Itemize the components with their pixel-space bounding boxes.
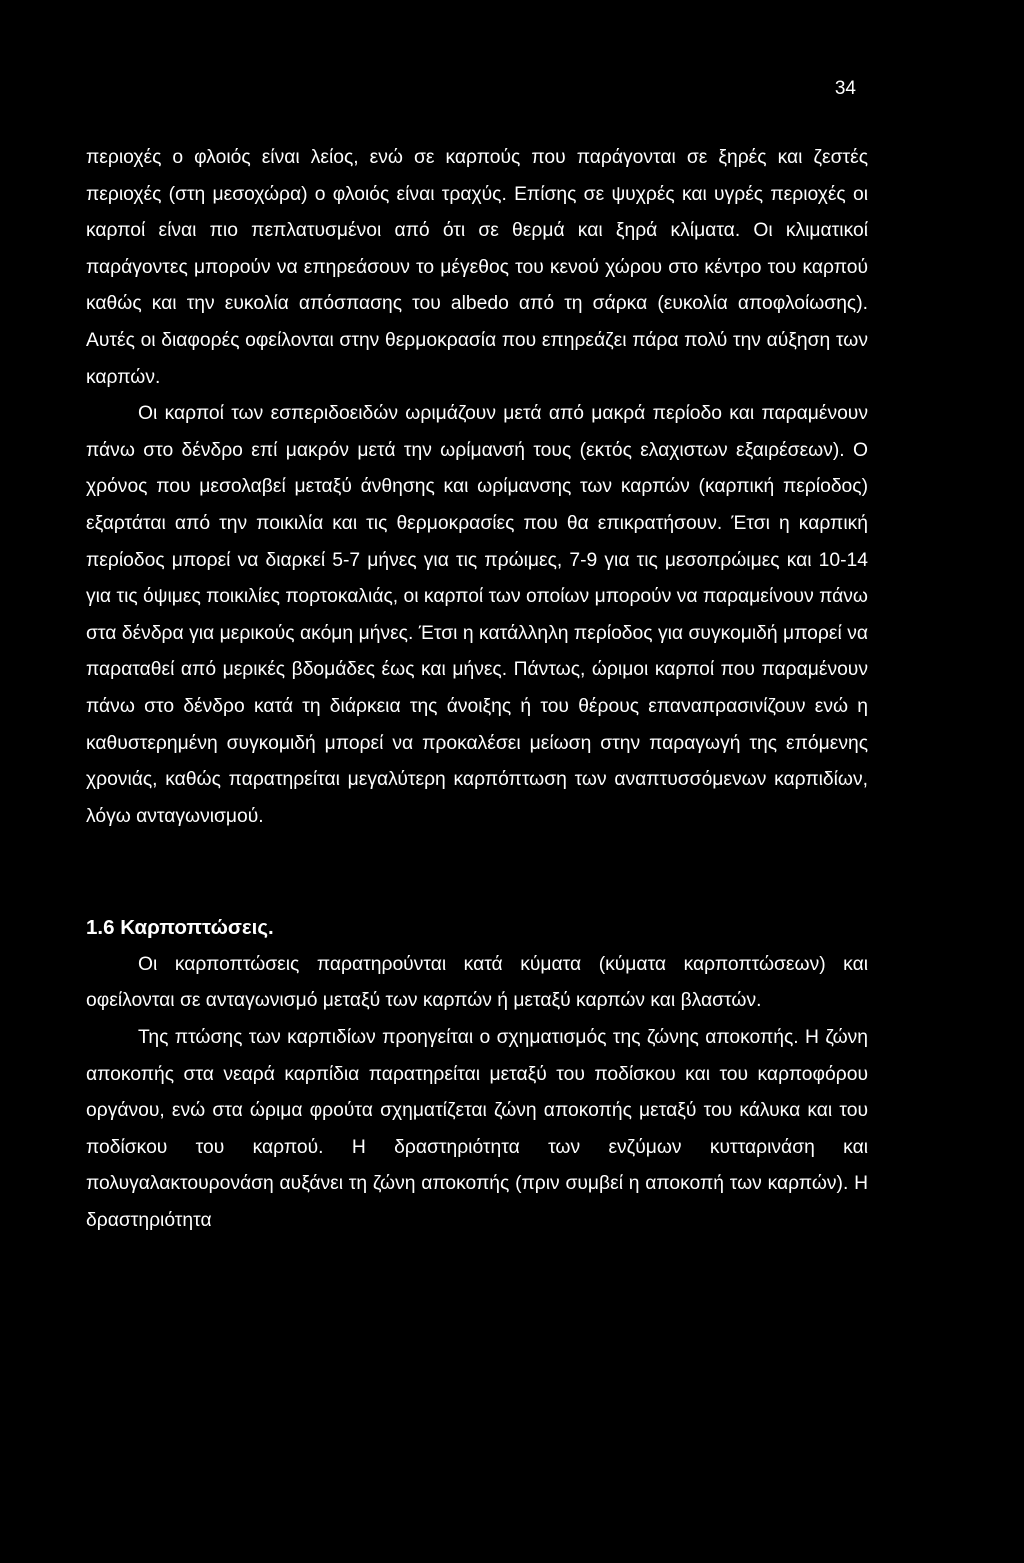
page-number: 34 xyxy=(834,78,856,99)
paragraph-2: Οι καρποί των εσπεριδοειδών ωριμάζουν μετά από μακρά περίοδο και παραμένουν πάνω στο δένδρο επί μακρόν μετά την ωρίμανσή τους (εκτός ελαχιστων εξαιρέσεων). Ο χρόνος που μεσολαβεί μεταξύ άνθησης και ωρίμανσης των καρπών (καρπική περίοδος) εξαρτάται από την ποικιλία και τις θερμοκρασίες που θα επικρατήσουν. Έτσι η καρπική περίοδος μπορεί να διαρκεί 5-7 μήνες για τις πρώιμες, 7-9 για τις μεσοπρώιμες και 10-14 για τις όψιμες ποικιλίες πορτοκαλιάς, οι καρποί των οποίων μπορούν να παραμείνουν πάνω στα δένδρα για μερικούς ακόμη μήνες. Έτσι η κατάλληλη περίοδος για συγκομιδή μπορεί να παραταθεί από μερικές βδομάδες έως και μήνες. Πάντως, ώριμοι καρποί που παραμένουν πάνω στο δένδρο κατά τη διάρκεια της άνοιξης ή του θέρους επαναπρασινίζουν ενώ η καθυστερημένη συγκομιδή μπορεί να προκαλέσει μείωση στην παραγωγή της επόμενης χρονιάς, καθώς παρατηρείται μεγαλύτερη καρπόπτωση των αναπτυσσόμενων καρπιδίων, λόγω ανταγωνισμού. xyxy=(86,403,868,827)
paragraph-1: περιοχές ο φλοιός είναι λείος, ενώ σε καρπούς που παράγονται σε ξηρές και ζεστές περιοχές (στη μεσοχώρα) ο φλοιός είναι τραχύς. Επίσης σε ψυχρές και υγρές περιοχές οι καρποί είναι πιο πεπλατυσμένοι από ότι σε θερμά και ξηρά κλίματα. Οι κλιματικοί παράγοντες μπορούν να επηρεάσουν το μέγεθος του κενού χώρου στο κέντρο του καρπού καθώς και την ευκολία απόσπασης του albedo από τη σάρκα (ευκολία αποφλοίωσης). Αυτές οι διαφορές οφείλονται στην θερμοκρασία που επηρεάζει πάρα πολύ την αύξηση των καρπών. xyxy=(86,147,868,388)
paragraph-4: Της πτώσης των καρπιδίων προηγείται ο σχηματισμός της ζώνης αποκοπής. Η ζώνη αποκοπής στα νεαρά καρπίδια παρατηρείται μεταξύ του ποδίσκου και του καρποφόρου οργάνου, ενώ στα ώριμα φρούτα σχηματίζεται ζώνη αποκοπής μεταξύ του κάλυκα και του ποδίσκου του καρπού. Η δραστηριότητα των ενζύμων κυτταρινάση και πολυγαλακτουρονάση αυξάνει τη ζώνη αποκοπής (πριν συμβεί η αποκοπή των καρπών). Η δραστηριότητα xyxy=(86,1027,868,1232)
paragraph-3: Οι καρποπτώσεις παρατηρούνται κατά κύματα (κύματα καρποπτώσεων) και οφείλονται σε ανταγωνισμό μεταξύ των καρπών ή μεταξύ καρπών και βλαστών. xyxy=(86,953,868,1012)
document-body xyxy=(86,140,868,1240)
section-heading: 1.6 Καρποπτώσεις. xyxy=(86,916,274,940)
